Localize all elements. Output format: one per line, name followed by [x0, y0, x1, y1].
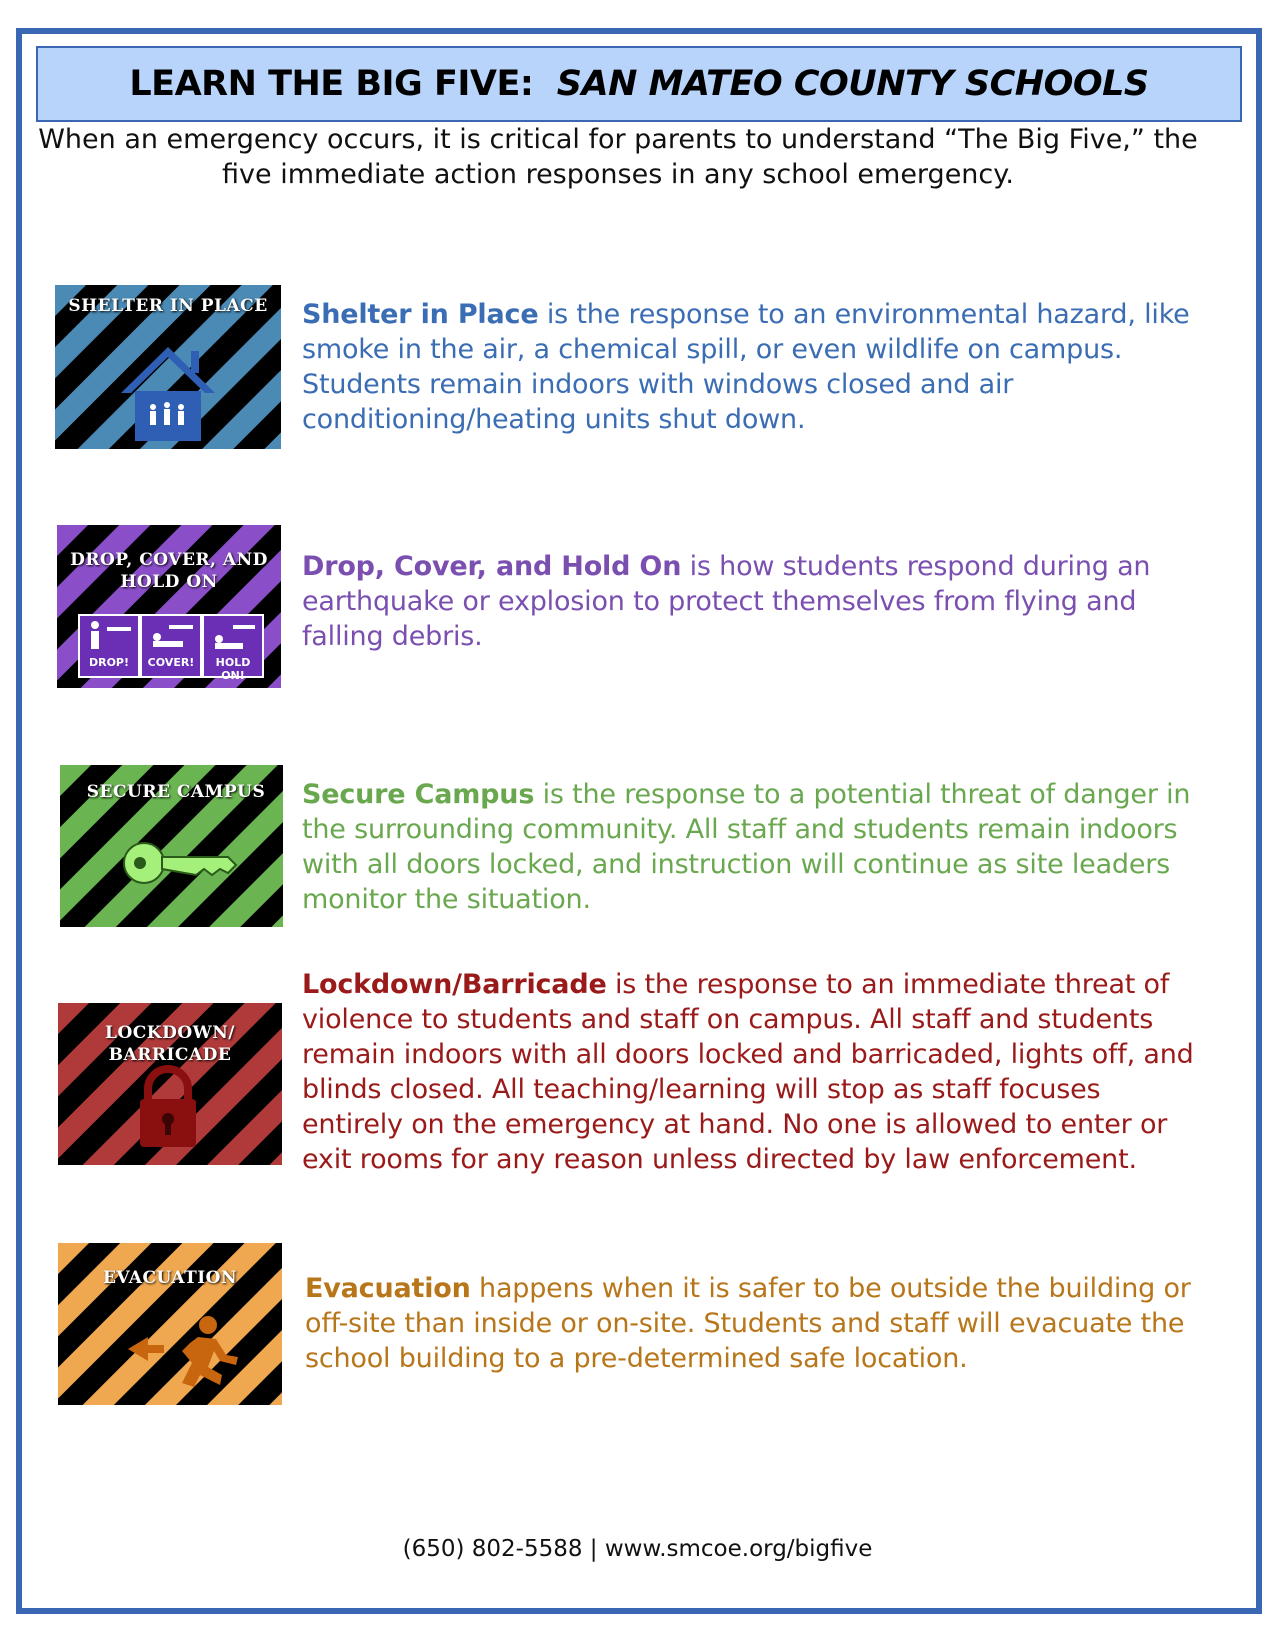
drop-badge-label: DROP, COVER, AND HOLD ON: [70, 550, 268, 592]
title-plain: LEARN THE BIG FIVE:: [129, 64, 534, 104]
shelter-badge: [55, 285, 295, 457]
lockdown-description: [302, 967, 1202, 1177]
evacuation-lead: Evacuation: [305, 1273, 471, 1304]
title-italic: SAN MATEO COUNTY SCHOOLS: [556, 64, 1149, 104]
lockdown-badge-label: LOCKDOWN/ BARRICADE: [105, 1023, 235, 1065]
panel-drop-label: DROP!: [88, 656, 130, 669]
panel-hold-label: HOLD ON!: [215, 656, 251, 682]
evacuation-description: [305, 1271, 1205, 1376]
secure-text: is the response to a potential threat of danger in the surrounding community. All staff and students remain indoors with all doors locked, and instruction will continue as site leaders monitor the situation.: [302, 779, 1191, 915]
drop-badge: [57, 525, 297, 697]
secure-lead: Secure Campus: [302, 779, 535, 810]
footer-contact: (650) 802-5588 | www.smcoe.org/bigfive: [402, 1536, 873, 1562]
secure-description: [302, 777, 1202, 917]
page-title: [36, 46, 1242, 122]
panel-cover-label: COVER!: [147, 656, 195, 669]
secure-badge-label: SECURE CAMPUS: [86, 782, 266, 802]
shelter-lead: Shelter in Place: [302, 299, 539, 330]
lockdown-text: is the response to an immediate threat of violence to students and staff on campus. All staff and students remain indoors with all doors locked and barricaded, lights off, and blinds closed. All teaching/learning will stop as staff focuses entirely on the emergency at hand. No one is allowed to enter or exit rooms for any reason unless directed by law enforcement.: [302, 969, 1194, 1175]
drop-lead: Drop, Cover, and Hold On: [302, 551, 682, 582]
shelter-text: is the response to an environmental hazard, like smoke in the air, a chemical spill, or even wildlife on campus. Students remain indoors with windows closed and air conditioning/heating units shut down.: [302, 299, 1190, 435]
evacuation-badge-label: EVACUATION: [102, 1268, 238, 1288]
evacuation-text: happens when it is safer to be outside the building or off-site than inside or on-site. Students and staff will evacuate the school building to a pre-determined safe location.: [305, 1273, 1191, 1374]
shelter-description: [302, 297, 1202, 437]
drop-text: is how students respond during an earthquake or explosion to protect themselves from flying and falling debris.: [302, 551, 1151, 652]
lockdown-lead: Lockdown/Barricade: [302, 969, 607, 1000]
shelter-badge-label: SHELTER IN PLACE: [68, 296, 268, 316]
lockdown-badge: [58, 1003, 298, 1175]
intro-text: When an emergency occurs, it is critical for parents to understand “The Big Five,” the five immediate action responses in any school emergency.: [38, 124, 1198, 190]
evacuation-badge: [58, 1243, 298, 1415]
drop-description: [302, 549, 1202, 654]
secure-badge: [60, 765, 300, 937]
